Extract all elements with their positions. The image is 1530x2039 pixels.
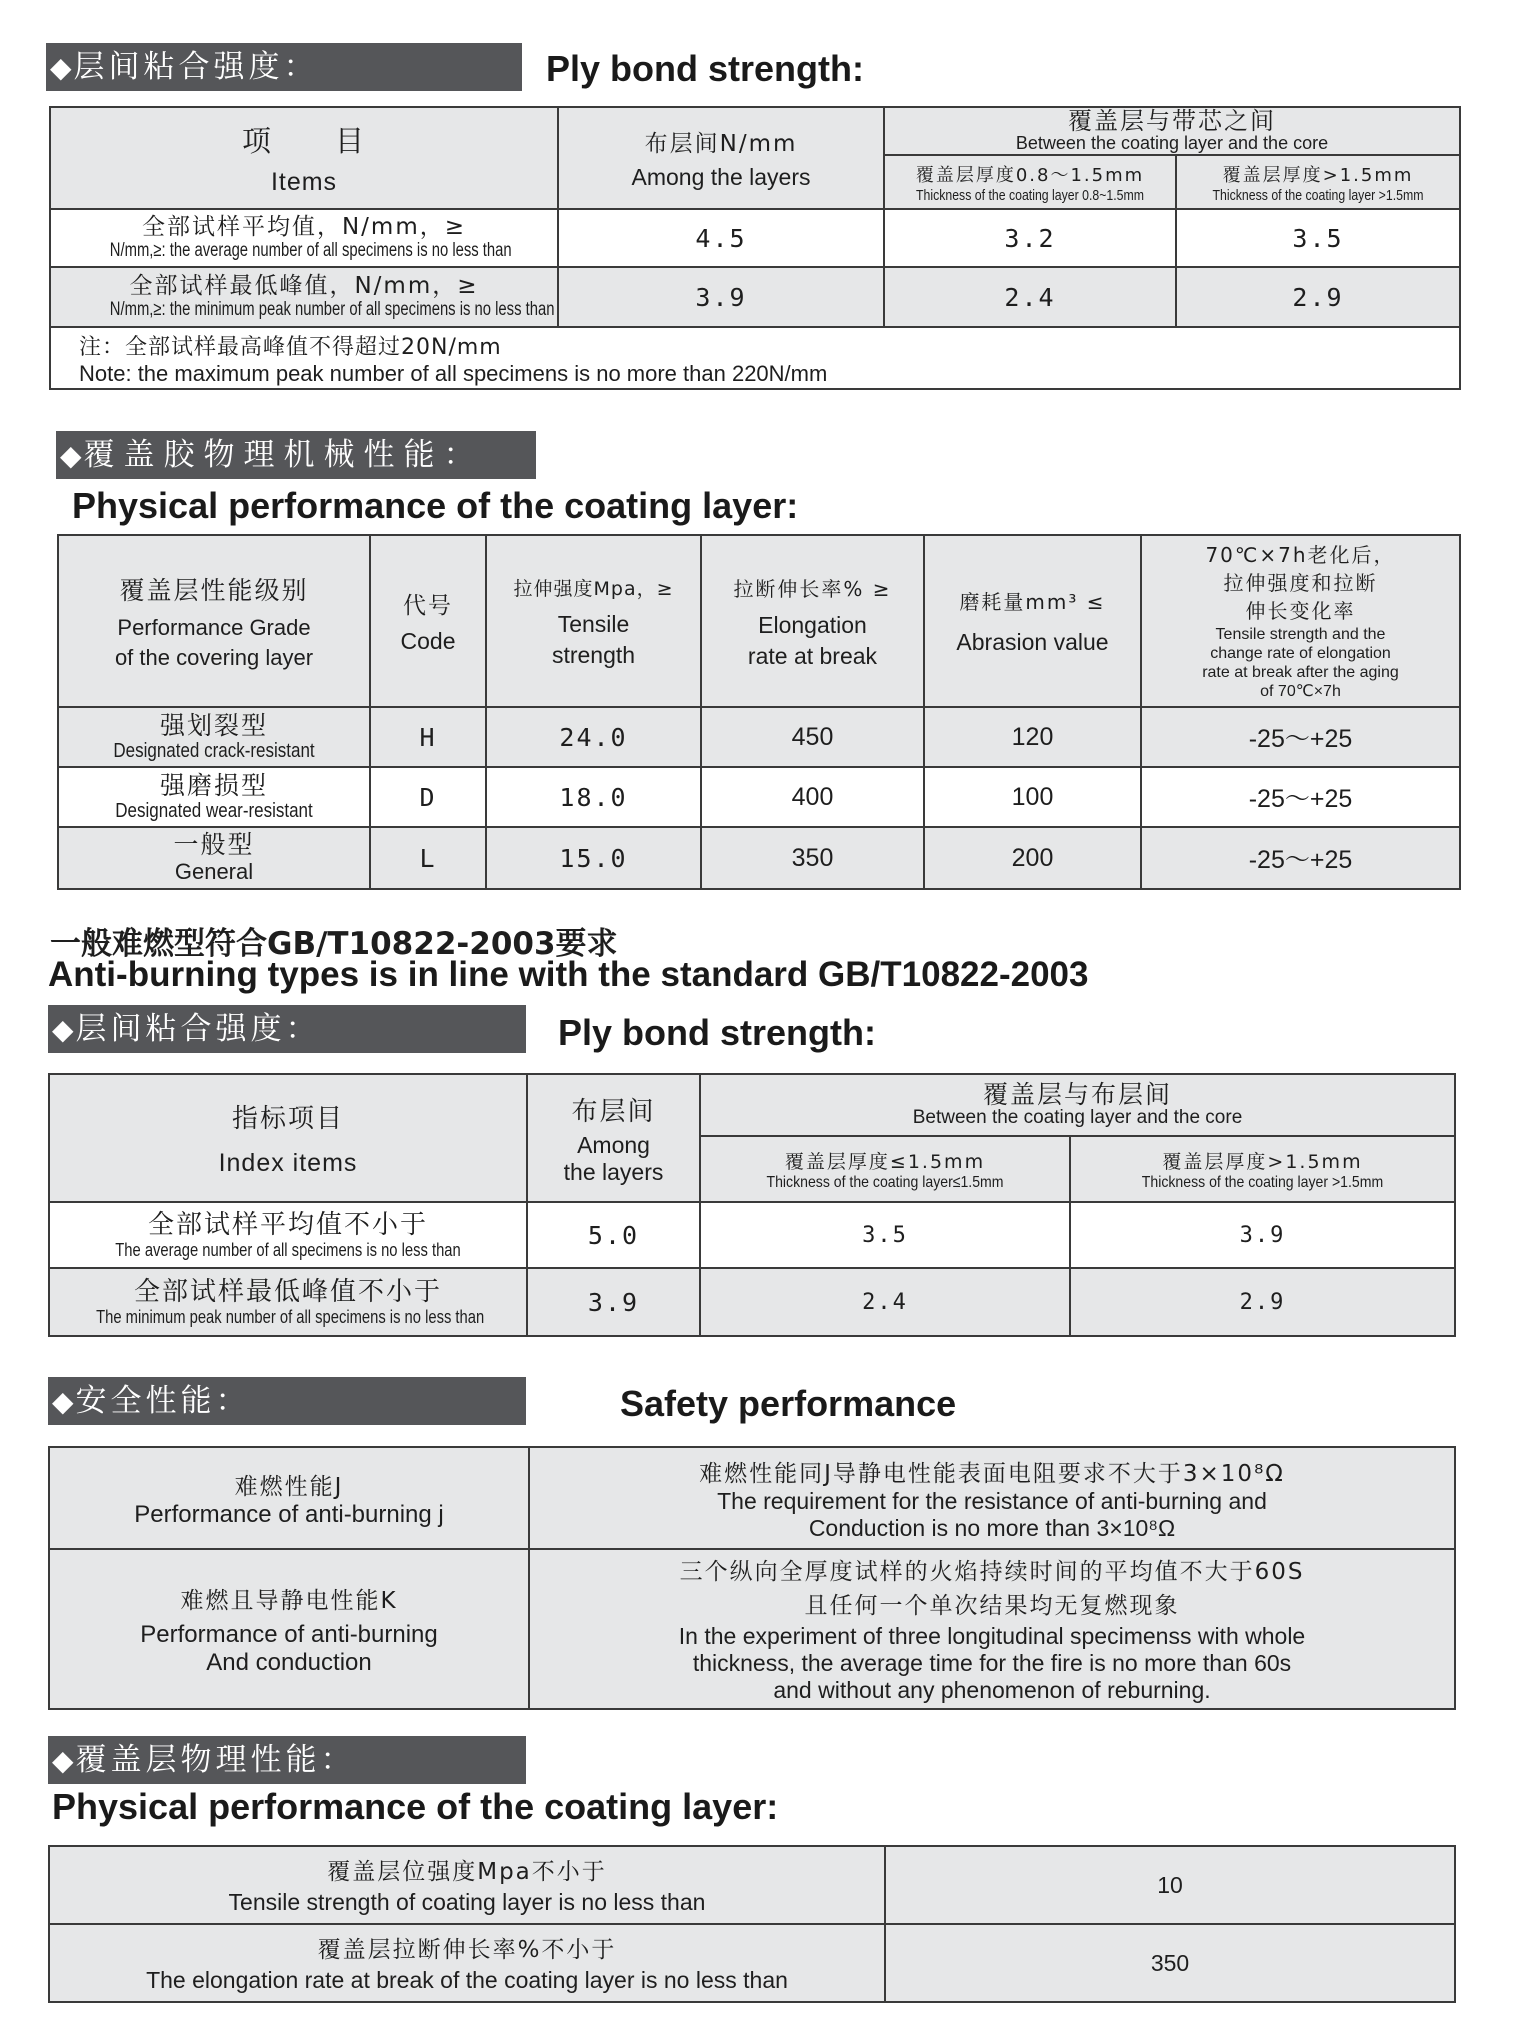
section1-en-title: Ply bond strength: (546, 48, 864, 89)
value-cell: 5.0 (527, 1202, 700, 1268)
diamond-icon: ◆ (52, 1385, 74, 1418)
property-label (49, 1924, 885, 2002)
header-among (558, 107, 884, 209)
safety-desc-zh: 难燃性能同J导静电性能表面电阻要求不大于3×10⁸Ω (699, 1460, 1285, 1487)
header-between (700, 1074, 1455, 1136)
diamond-icon: ◆ (50, 51, 72, 84)
abrasion-cell: 100 (924, 767, 1141, 827)
header-among-en: Among the layers (631, 164, 811, 190)
row-label-zh: 全部试样平均值不小于 (147, 1209, 428, 1240)
header-between (884, 107, 1460, 155)
header-among-en2: the layers (563, 1158, 664, 1185)
header-sub1 (884, 155, 1176, 209)
property-label-en: Tensile strength of coating layer is no less than (228, 1888, 706, 1915)
header-aging-en1: Tensile strength and the (1215, 626, 1386, 643)
safety-desc-zh2: 且任何一个单次结果均无复燃现象 (804, 1592, 1180, 1619)
safety-label-zh: 难燃性能J (234, 1473, 344, 1500)
safety-desc-en3: and without any phenomenon of reburning. (773, 1676, 1211, 1703)
header-index-items-en: Index items (218, 1149, 358, 1177)
grade-en: Designated wear-resistant (115, 799, 313, 822)
header-sub1 (700, 1136, 1070, 1202)
coating-physical-table (57, 534, 1461, 890)
note-row (50, 327, 1460, 389)
header-elongation-en2: rate at break (747, 642, 878, 669)
section4-en-title: Safety performance (620, 1383, 957, 1424)
value-cell: 3.9 (558, 267, 884, 327)
header-sub2-en: Thickness of the coating layer >1.5mm (1141, 1173, 1384, 1191)
section5-title-bar (48, 1736, 526, 1784)
section2-title-bar (56, 431, 536, 479)
header-sub2 (1070, 1136, 1455, 1202)
safety-desc-en2: thickness, the average time for the fire is no more than 60s (692, 1649, 1292, 1676)
tensile-cell: 15.0 (486, 827, 701, 889)
header-abrasion (924, 535, 1141, 707)
grade-cell (58, 827, 370, 889)
safety-desc-en1: In the experiment of three longitudinal specimenss with whole (678, 1622, 1306, 1649)
safety-desc-en1: The requirement for the resistance of anti-burning and (717, 1487, 1267, 1514)
section5-zh-title: 覆盖层物理性能： (75, 1742, 356, 1778)
header-index-items (49, 1074, 527, 1202)
header-sub1-en: Thickness of the coating layer 0.8~1.5mm (915, 186, 1145, 204)
safety-label (49, 1549, 529, 1709)
table-row (49, 1549, 1455, 1709)
note-cell (50, 327, 1460, 389)
table-row (49, 1202, 1455, 1268)
section1-title-bar (46, 43, 522, 91)
header-sub2-zh: 覆盖层厚度>1.5mm (1162, 1150, 1363, 1173)
table-row (58, 767, 1460, 827)
header-between-en: Between the coating layer and the core (912, 1107, 1243, 1128)
header-aging-zh2: 拉伸强度和拉断 (1223, 571, 1378, 595)
section4-title-bar (48, 1377, 526, 1425)
header-elongation-en1: Elongation (758, 611, 867, 638)
tensile-cell: 18.0 (486, 767, 701, 827)
header-sub1-zh: 覆盖层厚度≤1.5mm (784, 1150, 986, 1173)
header-sub2 (1176, 155, 1460, 209)
note-en: Note: the maximum peak number of all specimens is no more than 220N/mm (79, 360, 828, 386)
value-cell: 3.9 (1070, 1202, 1455, 1268)
header-items-zh: 项 目 (241, 124, 366, 158)
safety-label (49, 1447, 529, 1549)
header-aging (1141, 535, 1460, 707)
header-aging-zh1: 70℃×7h老化后， (1205, 543, 1396, 567)
section5-en-title: Physical performance of the coating layer: (52, 1786, 779, 1827)
property-value: 10 (885, 1846, 1455, 1924)
header-elongation-zh: 拉断伸长率% ≥ (733, 576, 892, 601)
value-cell: 3.2 (884, 209, 1176, 267)
safety-table (48, 1446, 1456, 1710)
ply-bond-table-1 (49, 106, 1461, 390)
value-cell: 4.5 (558, 209, 884, 267)
aging-cell: -25～+25 (1141, 827, 1460, 889)
coating-layer-table (48, 1845, 1456, 2003)
header-sub1-zh: 覆盖层厚度0.8～1.5mm (915, 164, 1145, 186)
elongation-cell: 450 (701, 707, 924, 767)
aging-cell: -25～+25 (1141, 707, 1460, 767)
safety-desc (529, 1447, 1455, 1549)
property-label-zh: 覆盖层位强度Mpa不小于 (327, 1858, 607, 1885)
header-sub1-en: Thickness of the coating layer≤1.5mm (766, 1173, 1004, 1191)
safety-label-en2: And conduction (206, 1648, 372, 1676)
grade-cell (58, 707, 370, 767)
safety-desc-zh1: 三个纵向全厚度试样的火焰持续时间的平均值不大于60S (679, 1558, 1305, 1585)
safety-label-en1: Performance of anti-burning (140, 1620, 438, 1648)
section2-en-title: Physical performance of the coating layer: (72, 485, 799, 526)
table-row (49, 1846, 1455, 1924)
safety-desc-en2: Conduction is no more than 3×10⁸Ω (808, 1514, 1176, 1541)
code-cell: D (370, 767, 486, 827)
table-row (58, 707, 1460, 767)
row-label-en: The minimum peak number of all specimens is no less than (96, 1306, 485, 1327)
header-tensile-zh: 拉伸强度Mpa，≥ (513, 577, 674, 600)
section3-zh-title: 层间粘合强度： (75, 1011, 321, 1047)
safety-label-zh: 难燃且导静电性能K (180, 1587, 398, 1614)
header-aging-en3: rate at break after the aging (1202, 664, 1399, 681)
grade-zh: 一般型 (173, 830, 255, 859)
property-label-zh: 覆盖层拉断伸长率%不小于 (317, 1936, 617, 1963)
code-cell: L (370, 827, 486, 889)
grade-zh: 强划裂型 (159, 710, 268, 740)
value-cell: 2.4 (884, 267, 1176, 327)
row-label (49, 1268, 527, 1336)
header-between-zh: 覆盖层与带芯之间 (1068, 107, 1276, 135)
header-sub2-en: Thickness of the coating layer >1.5mm (1212, 186, 1424, 204)
section3-title-bar (48, 1005, 526, 1053)
header-tensile (486, 535, 701, 707)
diamond-icon: ◆ (60, 439, 82, 472)
header-grade-en2: of the covering layer (114, 645, 314, 670)
grade-en: Designated crack-resistant (113, 739, 315, 762)
table-row (50, 209, 1460, 267)
header-aging-zh3: 伸长变化率 (1245, 599, 1356, 623)
value-cell: 3.9 (527, 1268, 700, 1336)
elongation-cell: 400 (701, 767, 924, 827)
property-label (49, 1846, 885, 1924)
section3-en-title: Ply bond strength: (558, 1012, 876, 1053)
header-elongation (701, 535, 924, 707)
value-cell: 3.5 (1176, 209, 1460, 267)
header-code-en: Code (400, 628, 456, 654)
header-abrasion-en: Abrasion value (956, 629, 1109, 655)
header-abrasion-zh: 磨耗量mm³ ≤ (959, 590, 1106, 614)
row-label-zh: 全部试样最低峰值不小于 (133, 1276, 442, 1307)
header-among-zh: 布层间N/mm (644, 131, 798, 157)
grade-cell (58, 767, 370, 827)
value-cell: 2.9 (1176, 267, 1460, 327)
ply-bond-table-2 (48, 1073, 1456, 1337)
row-label-en: N/mm,≥: the minimum peak number of all specimens is no less than (109, 299, 555, 320)
row-label (50, 267, 558, 327)
abrasion-cell: 120 (924, 707, 1141, 767)
row-label (50, 209, 558, 267)
table-row (49, 1447, 1455, 1549)
header-grade (58, 535, 370, 707)
standard-zh: 一般难燃型符合GB/T10822-2003要求 (50, 926, 618, 962)
row-label-zh: 全部试样平均值，N/mm，≥ (141, 214, 467, 240)
value-cell: 3.5 (700, 1202, 1070, 1268)
header-between-en: Between the coating layer and the core (1015, 133, 1329, 153)
header-among-en1: Among (577, 1131, 650, 1158)
aging-cell: -25～+25 (1141, 767, 1460, 827)
standard-en: Anti-burning types is in line with the standard GB/T10822-2003 (48, 955, 1089, 994)
table-row (49, 1268, 1455, 1336)
header-tensile-en1: Tensile (557, 610, 630, 637)
header-code (370, 535, 486, 707)
section1-zh-title: 层间粘合强度： (73, 49, 319, 85)
header-code-zh: 代号 (403, 593, 453, 619)
abrasion-cell: 200 (924, 827, 1141, 889)
diamond-icon: ◆ (52, 1744, 74, 1777)
row-label-en: N/mm,≥: the average number of all specimens is no less than (109, 240, 512, 261)
header-tensile-en2: strength (551, 641, 636, 668)
grade-zh: 强磨损型 (159, 770, 268, 800)
header-among-zh: 布层间 (571, 1096, 656, 1127)
note-zh: 注：全部试样最高峰值不得超过20N/mm (79, 334, 502, 360)
header-between-zh: 覆盖层与布层间 (982, 1080, 1172, 1109)
table-row (50, 267, 1460, 327)
header-sub2-zh: 覆盖层厚度>1.5mm (1222, 164, 1414, 186)
elongation-cell: 350 (701, 827, 924, 889)
header-items (50, 107, 558, 209)
header-aging-en2: change rate of elongation (1210, 645, 1391, 662)
row-label (49, 1202, 527, 1268)
row-label-zh: 全部试样最低峰值，N/mm，≥ (129, 273, 479, 299)
header-aging-en4: of 70℃×7h (1260, 683, 1341, 700)
safety-label-en: Performance of anti-burning j (134, 1500, 444, 1528)
value-cell: 2.4 (700, 1268, 1070, 1336)
header-among (527, 1074, 700, 1202)
diamond-icon: ◆ (52, 1013, 74, 1046)
header-index-items-zh: 指标项目 (231, 1104, 344, 1134)
header-grade-en1: Performance Grade (117, 615, 311, 640)
section2-zh-title: 覆盖胶物理机械性能： (83, 437, 484, 473)
tensile-cell: 24.0 (486, 707, 701, 767)
property-label-en: The elongation rate at break of the coating layer is no less than (146, 1966, 788, 1993)
row-label-en: The average number of all specimens is no less than (115, 1239, 461, 1260)
code-cell: H (370, 707, 486, 767)
table-row (58, 827, 1460, 889)
table-row (49, 1924, 1455, 2002)
property-value: 350 (885, 1924, 1455, 2002)
grade-en: General (174, 859, 254, 884)
value-cell: 2.9 (1070, 1268, 1455, 1336)
section4-zh-title: 安全性能： (75, 1383, 251, 1419)
header-items-en: Items (270, 168, 338, 196)
header-grade-zh: 覆盖层性能级别 (119, 576, 309, 605)
safety-desc (529, 1549, 1455, 1709)
